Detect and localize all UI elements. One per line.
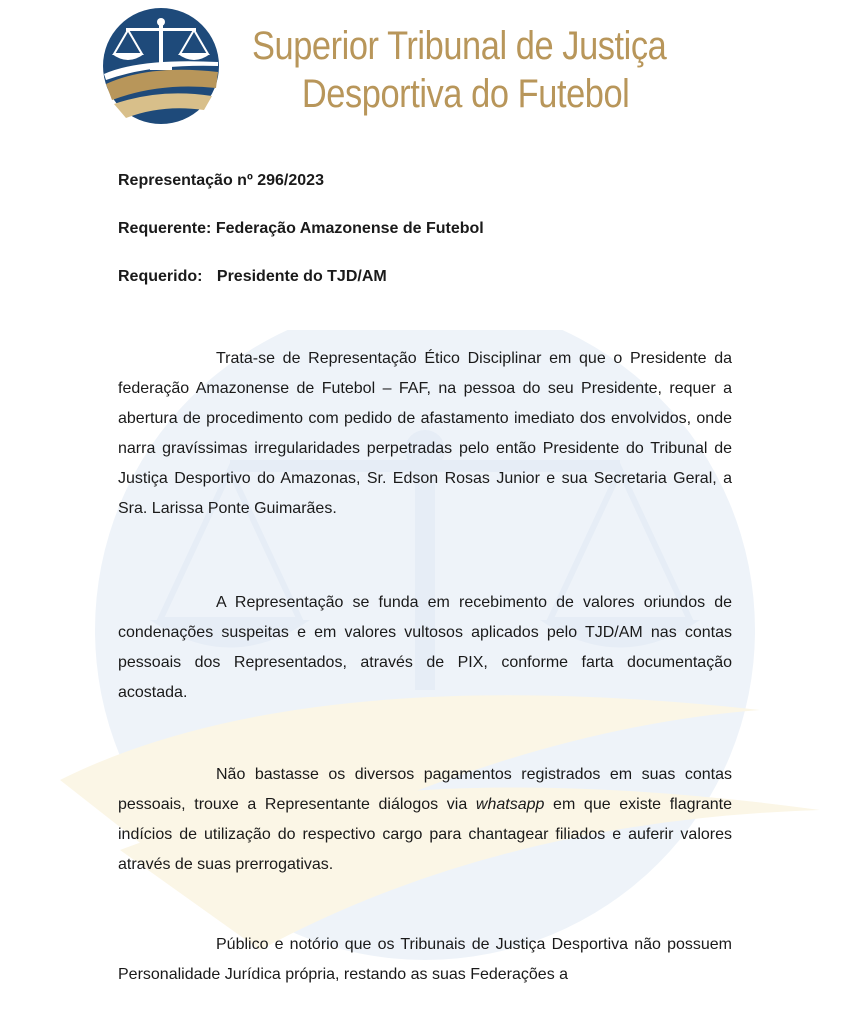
court-title-line1: Superior Tribunal de Justiça (252, 24, 667, 68)
letterhead (0, 0, 851, 140)
paragraph-3-text-a: Não bastasse os diversos pagamentos registrados em suas contas pessoais, trouxe a Representante diálogos via (118, 766, 732, 813)
requerente-label: Requerente: (118, 220, 212, 237)
representacao-label: Representação nº 296/2023 (118, 172, 324, 189)
requerente-line (118, 220, 484, 238)
paragraph-3-whatsapp: whatsapp (475, 796, 545, 813)
court-title-line2: Desportiva do Futebol (301, 72, 630, 116)
representacao-number (118, 172, 324, 190)
requerente-value: Federação Amazonense de Futebol (215, 220, 484, 237)
scales-of-justice-icon (100, 6, 222, 126)
requerido-value: Presidente do TJD/AM (216, 268, 387, 285)
requerido-label: Requerido: (118, 268, 203, 285)
paragraph-3-text-b: em que existe flagrante indícios de utilização do respectivo cargo para chantagear filiados e auferir valores através de suas prerrogativas. (118, 796, 732, 873)
paragraph-2: A Representação se funda em recebimento de valores oriundos de condenações suspeitas e em valores vultosos aplicados pelo TJD/AM nas contas pessoais dos Representados, através de PIX, conforme farta documentação acostada. (118, 594, 732, 701)
paragraph-1: Trata-se de Representação Ético Disciplinar em que o Presidente da federação Amazonense de Futebol – FAF, na pessoa do seu Presidente, requer a abertura de procedimento com pedido de afastamento imediato dos envolvidos, onde narra gravíssimas irregularidades perpetradas pelo então Presidente do Tribunal de Justiça Desportivo do Amazonas, Sr. Edson Rosas Junior e sua Secretaria Geral, a Sra. Larissa Ponte Guimarães. (118, 350, 732, 517)
paragraph-3 (118, 760, 732, 880)
court-title (252, 22, 666, 118)
paragraph-4: Público e notório que os Tribunais de Justiça Desportiva não possuem Personalidade Jurídica própria, restando as suas Federações a (118, 936, 732, 983)
requerido-line (118, 268, 387, 286)
